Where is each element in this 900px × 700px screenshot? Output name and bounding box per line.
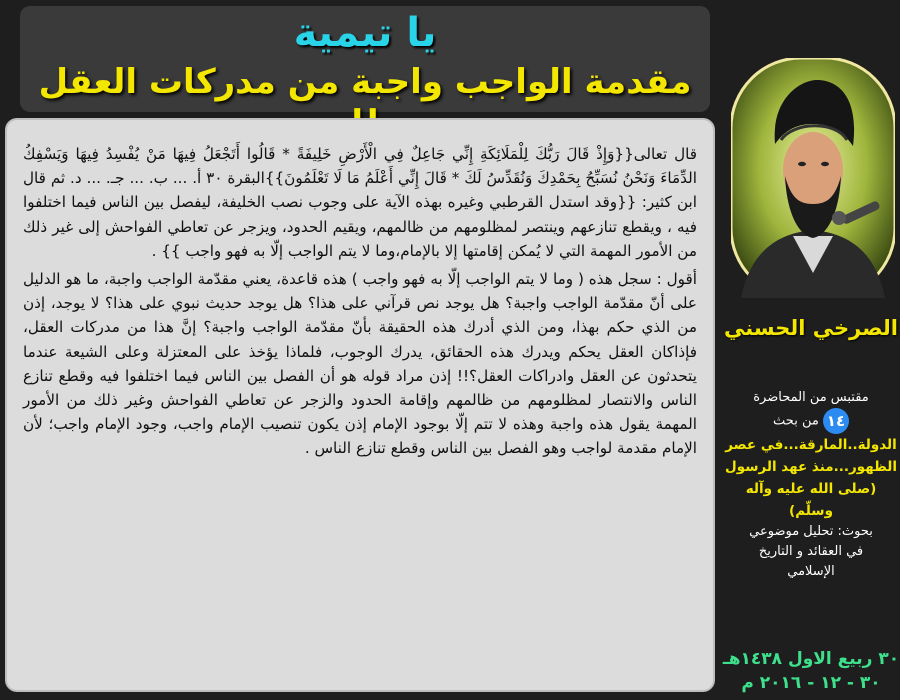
date-hijri: ٣٠ ربيع الاول ١٤٣٨هـ [722, 649, 900, 669]
lecture-number-badge: ١٤ [823, 408, 849, 434]
lecture-number-row [722, 408, 900, 434]
paragraph-quote: قال تعالى{{وَإِذْ قَالَ رَبُّكَ لِلْمَلَائِكَةِ إِنِّي جَاعِلٌ فِي الْأَرْضِ خَلِيفَةً * قَالُوا أَتَجْعَلُ فِيهَا مَنْ يُفْسِدُ فِيهَا وَيَسْفِكُ الدِّمَاءَ وَنَحْنُ نُسَبِّحُ بِحَمْدِكَ وَنُقَدِّسُ لَكَ * قَالَ إِنِّي أَعْلَمُ مَا لَا تَعْلَمُونَ}}البقرة ٣٠ أ. ... ب. ... جـ. ... د. ثم قال ابن كثير: {{وقد استدل القرطبي وغيره بهذه الآية على وجوب نصب الخليفة، ليفصل بين الناس فيما اختلفوا فيه ، ويقطع تنازعهم وينتصر لمظلومهم من ظالمهم، ويقيم الحدود، ويزجر عن تعاطي الفواحش إلى غير ذلك من الأمور المهمة التي لا يُمكن إقامتها إلا بالإمام،وما لا يتم الواجب إلّا به فهو واجب }} . [23, 145, 697, 260]
title-line-1: يا تيمية [293, 10, 437, 56]
excerpt-label: مقتبس من المحاضرة [753, 390, 869, 405]
from-research-label: من بحث [773, 413, 819, 429]
research-type-line-2: في العقائد و التاريخ [758, 544, 864, 559]
paragraph-commentary: أقول : سجل هذه ( وما لا يتم الواجب إلّا به فهو واجب ) هذه قاعدة، يعني مقدّمة الواجب واجبة، ما هو الدليل على أنّ مقدّمة الواجب واجبة؟ هل يوجد نص قرآني على هذا؟ هل يوجد حديث نبوي على هذا؟ لا يوجد، إذن من الذي حكم بهذا، ومن الذي أدرك هذه الحقيقة بأنّ مقدّمة الواجب واجبة؟ إنَّ هذا من مدركات العقل، فإذاكان العقل يحكم ويدرك هذه الحقائق، يدرك الوجوب، فلماذا يؤخذ على المعتزلة وعلى الشيعة عندما يتحدثون عن العقل وادراكات العقل؟!! إذن مراد قوله هو أن الفصل بين الناس فيما اختلفوا فيه وقطع تنازع الناس والانتصار لمظلومهم من ظالمهم وإقامة الحدود والزجر عن تعاطي الفواحش وغير ذلك من الأمور المهمة يقول هذه واجبة وهذه لا تتم إلّا بوجود الإمام إذن يكون تنصيب الإمام واجب، وجود الإمام واجب؛ لأن الإمام مقدمة لواجب وهو الفصل بين الناس وقطع تنازع الناس . [23, 270, 697, 458]
date-gregorian: ٣٠ - ١٢ - ٢٠١٦ م [741, 673, 881, 693]
research-title-line-2: الظهور...منذ عهد الرسول [725, 459, 897, 475]
title-line-2: مقدمة الواجب واجبة من مدركات العقل [38, 62, 692, 102]
research-title-line-3: (صلى الله عليه وآله وسلّم) [745, 481, 877, 519]
research-type-line-3: الإسلامي [787, 564, 835, 579]
research-title-line-1: الدولة..المارقة...في عصر [725, 437, 897, 453]
lecture-info [722, 388, 900, 582]
speaker-name: الصرخي الحسني [724, 316, 898, 340]
date-block [722, 647, 900, 695]
research-type-line-1: بحوث: تحليل موضوعي [749, 524, 873, 539]
article-text-panel [5, 118, 715, 692]
speaker-portrait [731, 58, 895, 298]
title-panel [20, 6, 710, 112]
